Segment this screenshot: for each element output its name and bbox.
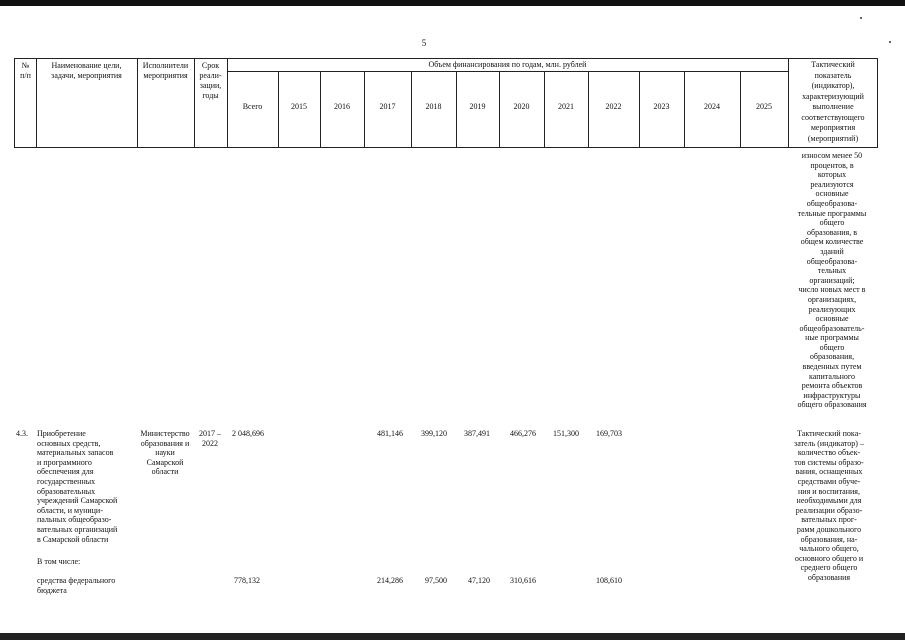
indicator-continuation: износом менее 50 процентов, в которых реализуются основные общеобразова- тельные программы общего образования, в общем количестве зданий общеобразова- тельных организаций; число новых мест в организациях, реализующих основные общеобразователь- ные программы общего образования, введенных путем капитального ремонта объектов инфраструктуры общего образования <box>797 151 867 410</box>
header-num: № п/п <box>20 61 31 80</box>
row-period: 2017 – 2022 <box>199 429 221 448</box>
header-funding: Объем финансирования по годам, млн. рублей <box>428 60 587 69</box>
row-value-2018: 399,120 <box>421 429 447 438</box>
header-year: 2023 <box>653 102 670 111</box>
header-year: 2020 <box>513 102 530 111</box>
row-name: Приобретение основных средств, материальных запасов и программного обеспечения для государственных образовательных учреждений Самарской области, и муници- пальных общеобразо- вательных организаций в Самарской области <box>37 429 118 544</box>
fed-row-total: 778,132 <box>234 576 260 585</box>
row-value-2020: 466,276 <box>510 429 536 438</box>
header-year: 2018 <box>425 102 442 111</box>
header-total: Всего <box>242 102 263 111</box>
header-period: Срок реали- зации, годы <box>199 61 222 100</box>
table-header <box>14 58 878 148</box>
scan-bottom-edge <box>0 633 905 640</box>
page-number: 5 <box>421 38 427 48</box>
fed-value-2019: 47,120 <box>468 576 490 585</box>
header-year: 2021 <box>558 102 574 111</box>
sub-label: В том числе: <box>37 557 81 566</box>
header-year: 2019 <box>469 102 486 111</box>
row-value-2019: 387,491 <box>464 429 490 438</box>
header-year: 2025 <box>756 102 772 111</box>
header-year: 2016 <box>334 102 350 111</box>
fed-value-2018: 97,500 <box>425 576 447 585</box>
fed-row-name: средства федерального бюджета <box>37 576 116 595</box>
row-value-2022: 169,703 <box>596 429 622 438</box>
header-executors: Исполнители мероприятия <box>142 61 189 80</box>
fed-value-2017: 214,286 <box>377 576 403 585</box>
row-value-2017: 481,146 <box>377 429 403 438</box>
header-indicator: Тактический показатель (индикатор), характеризующий выполнение соответствующего мероприятия (мероприятий) <box>801 60 865 143</box>
header-year: 2024 <box>704 102 720 111</box>
scan-speck <box>889 41 891 43</box>
header-year: 2015 <box>291 102 307 111</box>
header-year: 2022 <box>605 102 622 111</box>
fed-value-2022: 108,610 <box>596 576 622 585</box>
row-number: 4.3. <box>16 429 28 438</box>
row-executor: Министерство образования и науки Самарской области <box>140 429 190 477</box>
row-total: 2 048,696 <box>232 429 264 438</box>
scan-speck <box>860 17 862 19</box>
header-year: 2017 <box>379 102 396 111</box>
fed-value-2020: 310,616 <box>510 576 536 585</box>
row-value-2021: 151,300 <box>553 429 579 438</box>
row-indicator: Тактический пока- затель (индикатор) – количество объек- тов системы образо- вания, оснащенных средствами обуче- ния и воспитания, необходимыми для реализации образо- вательных прог- рамм дошкольного образования, на- чального общего, основного общего и среднего общего образования <box>794 429 864 582</box>
header-name: Наименование цели, задачи, мероприятия <box>51 61 122 80</box>
scan-top-edge <box>0 0 905 6</box>
